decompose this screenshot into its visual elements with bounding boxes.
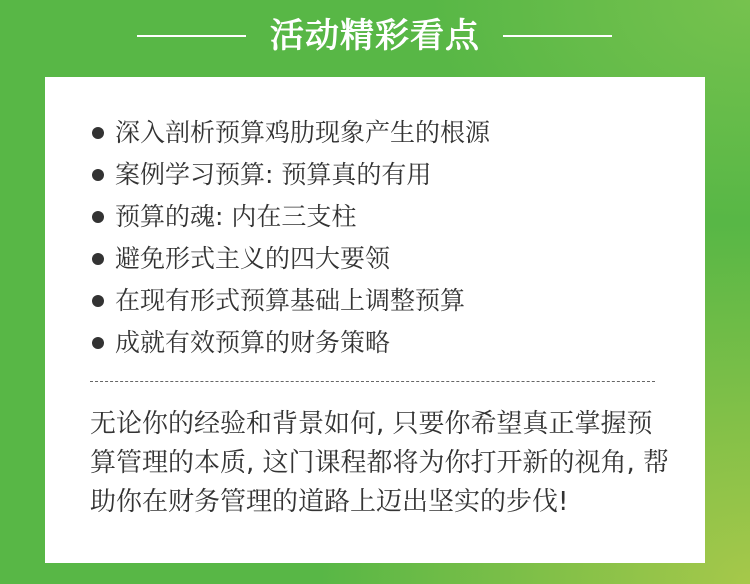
summary-paragraph (90, 405, 669, 522)
list-item (92, 196, 490, 238)
section-title: 活动精彩看点 (270, 16, 480, 56)
list-item-text: 成就有效预算的财务策略 (115, 328, 391, 357)
bullet-icon (92, 211, 104, 223)
list-item-text: 深入剖析预算鸡肋现象产生的根源 (115, 118, 491, 147)
title-divider-right (503, 35, 612, 37)
list-item-text: 在现有形式预算基础上调整预算 (115, 286, 466, 315)
bullet-icon (92, 169, 104, 181)
bullet-icon (92, 337, 104, 349)
list-item-text: 预算的魂: 内在三支柱 (115, 202, 357, 231)
bullet-icon (92, 253, 104, 265)
list-item-text: 案例学习预算: 预算真的有用 (115, 160, 432, 189)
list-item (92, 322, 490, 364)
list-item (92, 238, 490, 280)
list-item (92, 112, 490, 154)
summary-line: 无论你的经验和背景如何, 只要你希望真正掌握预 (90, 409, 653, 439)
list-item (92, 154, 490, 196)
list-item (92, 280, 490, 322)
summary-line: 助你在财务管理的道路上迈出坚实的步伐! (90, 487, 569, 517)
list-item-text: 避免形式主义的四大要领 (115, 244, 391, 273)
section-header (0, 12, 750, 60)
bullet-icon (92, 295, 104, 307)
summary-line: 算管理的本质, 这门课程都将为你打开新的视角, 帮 (90, 448, 670, 478)
highlights-list (92, 112, 490, 364)
title-divider-left (137, 35, 246, 37)
dashed-divider (90, 381, 655, 382)
highlights-card (45, 77, 705, 563)
bullet-icon (92, 127, 104, 139)
